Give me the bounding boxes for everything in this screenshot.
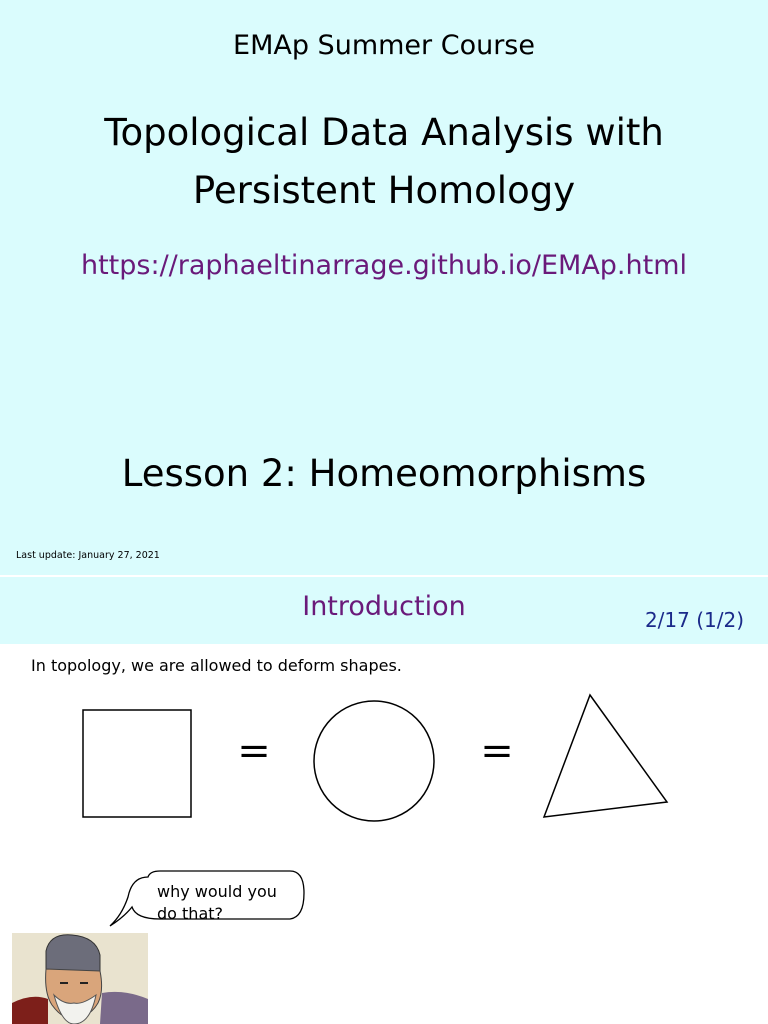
body-text: In topology, we are allowed to deform shapes. <box>31 656 402 675</box>
shapes-figure <box>0 677 768 827</box>
title-line-1: Topological Data Analysis with <box>104 111 664 154</box>
circle-icon <box>314 701 434 821</box>
square-icon <box>83 710 191 817</box>
speech-bubble <box>0 867 768 937</box>
slide-header <box>0 577 768 644</box>
intro-slide <box>0 577 768 1024</box>
speech-text <box>157 881 277 925</box>
last-update: Last update: January 27, 2021 <box>16 550 160 561</box>
speech-line-2: do that? <box>157 904 224 923</box>
course-url-link[interactable]: https://raphaeltinarrage.github.io/EMAp.html <box>80 250 688 281</box>
slide-heading: Introduction <box>302 591 466 622</box>
page-number: 2/17 (1/2) <box>644 608 744 632</box>
triangle-icon <box>544 695 667 817</box>
equals-sign-2: = <box>480 728 514 774</box>
title-line-2: Persistent Homology <box>192 169 576 212</box>
slide-title <box>0 104 768 220</box>
equals-sign-1: = <box>237 728 271 774</box>
course-name: EMAp Summer Course <box>233 30 535 61</box>
euclid-portrait-image <box>12 933 148 1024</box>
speech-line-1: why would you <box>157 882 277 901</box>
lesson-title: Lesson 2: Homeomorphisms <box>121 452 647 495</box>
